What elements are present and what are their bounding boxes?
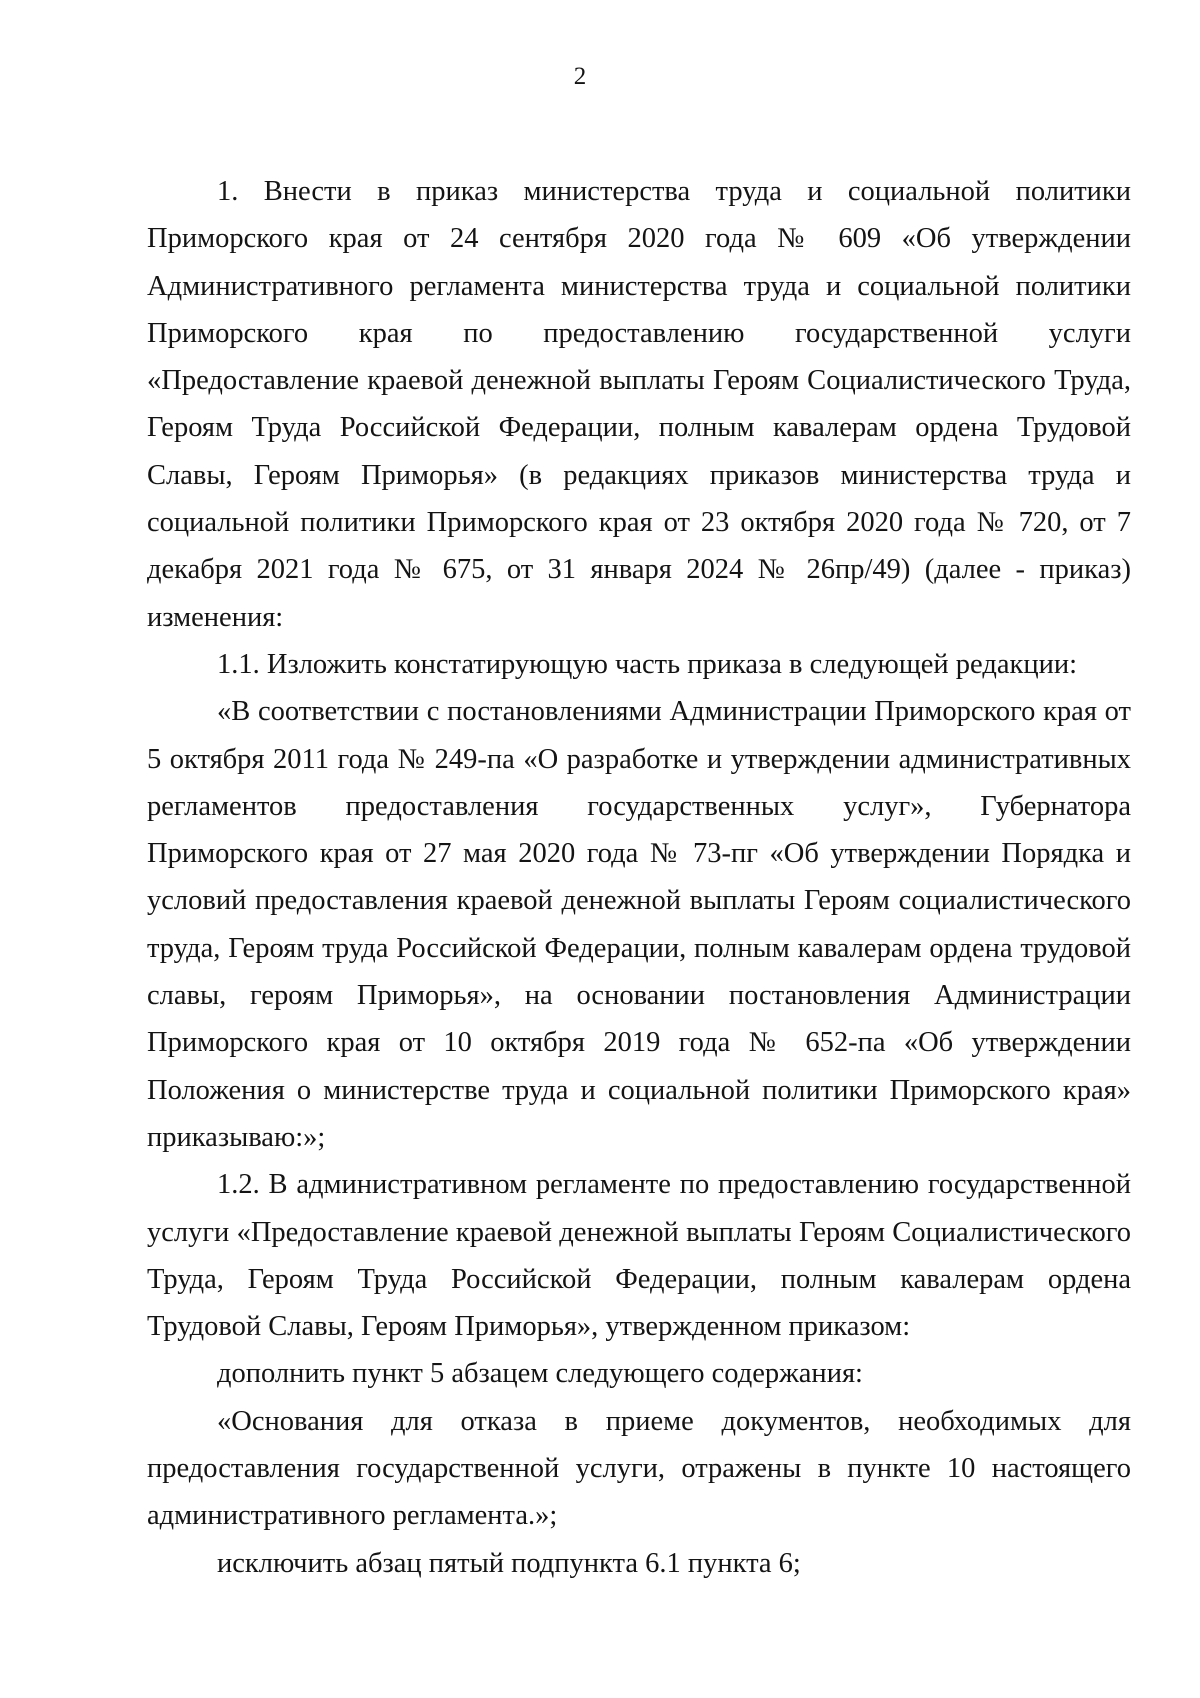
paragraph-preamble-text: «В соответствии с постановлениями Администрации Приморского края от 5 октября 2011 года № 249-па «О разработке и утверждении административных регламентов предоставления государственных услуг», Губернатора Приморского края от 27 мая 2020 года № 73-пг «Об утверждении Порядка и условий предоставления краевой денежной выплаты Героям социалистического труда, Героям труда Российской Федерации, полным кавалерам ордена трудовой славы, героям Приморья», на основании постановления Администрации Приморского края от 10 октября 2019 года № 652-па «Об утверждении Положения о министерстве труда и социальной политики Приморского края» приказываю:»; [147,696,1131,1153]
paragraph-1-1: 1.1. Изложить констатирующую часть приказа в следующей редакции: [217,648,1077,680]
paragraph-supplement-point-5: дополнить пункт 5 абзацем следующего содержания: [217,1358,863,1390]
paragraph-1-2: 1.2. В административном регламенте по предоставлению государственной услуги «Предоставление краевой денежной выплаты Героям Социалистического Труда, Героям Труда Российской Федерации, полным кавалерам ордена Трудовой Славы, Героям Приморья», утвержденном приказом: [147,1169,1131,1343]
paragraph-amendment-intro: 1. Внести в приказ министерства труда и социальной политики Приморского края от 24 сентября 2020 года № 609 «Об утверждении Административного регламента министерства труда и социальной политики Приморского края по предоставлению государственной услуги «Предоставление краевой денежной выплаты Героям Социалистического Труда, Героям Труда Российской Федерации, полным кавалерам ордена Трудовой Славы, Героям Приморья» (в редакциях приказов министерства труда и социальной политики Приморского края от 23 октября 2020 года № 720, от 7 декабря 2021 года № 675, от 31 января 2024 № 26пр/49) (далее - приказ) изменения: [147,176,1131,633]
paragraph-refusal-grounds: «Основания для отказа в приеме документов, необходимых для предоставления государственной услуги, отражены в пункте 10 настоящего административного регламента.»; [147,1405,1131,1532]
paragraph-exclude-abzac: исключить абзац пятый подпункта 6.1 пункта 6; [217,1547,801,1579]
page-number: 2 [573,63,587,90]
document-body [147,168,1131,1587]
